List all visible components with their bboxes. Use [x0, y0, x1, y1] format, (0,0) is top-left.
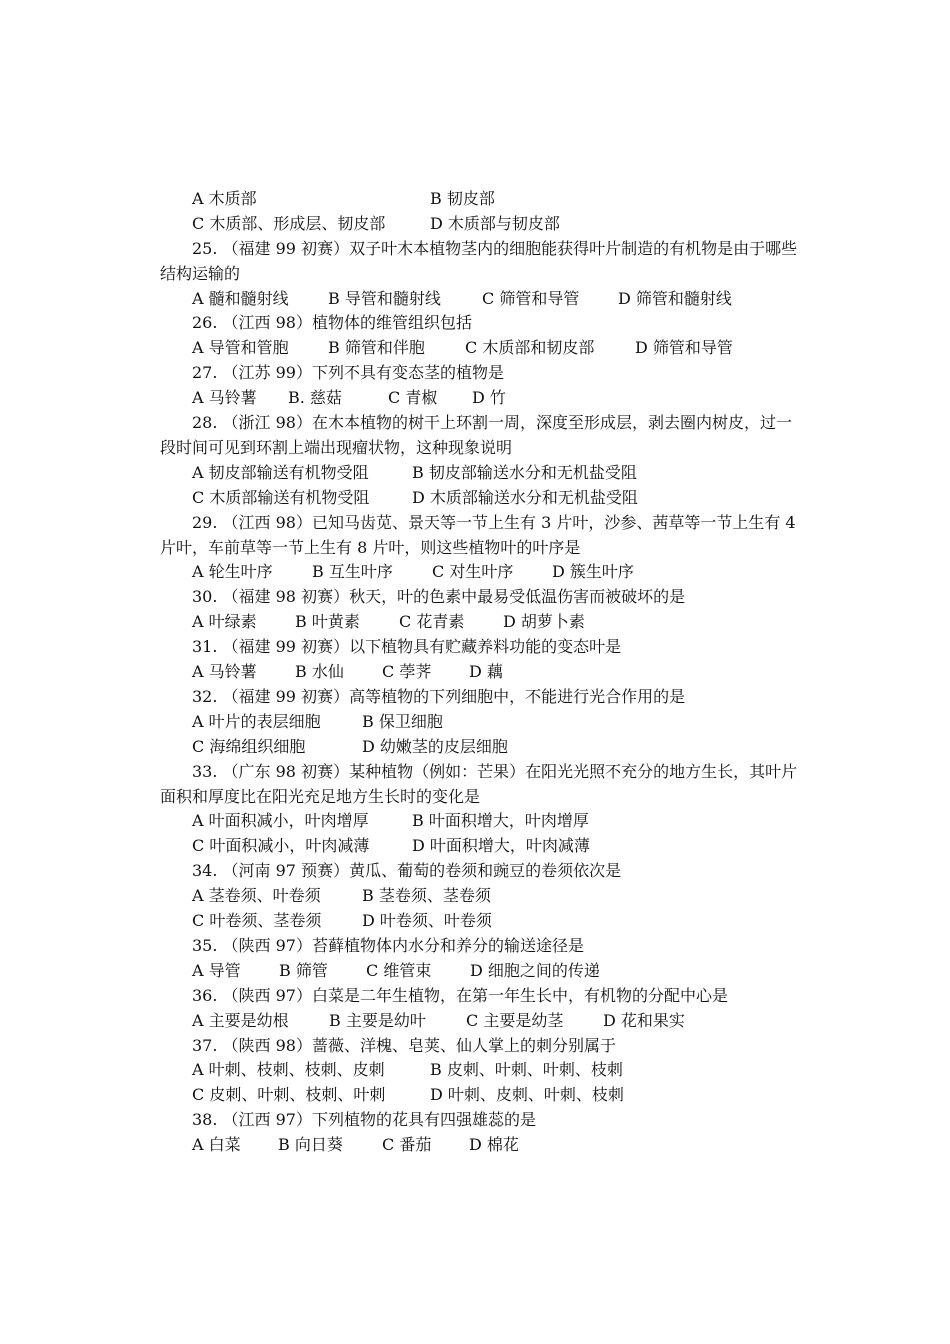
question-list: [160, 187, 800, 1158]
option-row: [160, 610, 800, 635]
answer-option: B 韧皮部输送水分和无机盐受阻: [412, 462, 637, 482]
option-row: [160, 1133, 800, 1158]
answer-option: C 皮刺、叶刺、枝刺、叶刺: [192, 1085, 386, 1105]
question-stem: 26. （江西 98）植物体的维管组织包括: [192, 313, 472, 333]
answer-option: B 筛管和伴胞: [328, 338, 425, 358]
answer-option: A 叶绿素: [192, 612, 257, 632]
question-stem: 28. （浙江 98）在木本植物的树干上环割一周，深度至形成层，剥去圈内树皮，过一段时间可见到环割上端出现瘤状物，这种现象说明: [160, 413, 792, 457]
question-stem: 38. （江西 97）下列植物的花具有四强雄蕊的是: [192, 1110, 536, 1130]
question-stem: 31. （福建 99 初赛）以下植物具有贮藏养料功能的变态叶是: [192, 637, 622, 657]
option-row: [160, 710, 800, 735]
option-row: [160, 187, 800, 212]
answer-option: B 韧皮部: [430, 189, 495, 208]
answer-option: C 花青素: [399, 612, 465, 632]
question-stem: 32. （福建 99 初赛）高等植物的下列细胞中，不能进行光合作用的是: [192, 686, 686, 706]
answer-option: D 藕: [469, 662, 503, 682]
answer-option: A 导管和管胞: [192, 338, 289, 358]
question-stem: 29. （江西 98）已知马齿苋、景天等一节上生有 3 片叶，沙参、茜草等一节上生有 4 片叶，车前草等一节上生有 8 片叶，则这些植物叶的叶序是: [160, 512, 796, 557]
answer-option: D 棉花: [469, 1135, 519, 1155]
answer-option: C 筛管和导管: [482, 288, 580, 308]
question-stem: 33. （广东 98 初赛）某种植物（例如：芒果）在阳光光照不充分的地方生长，其叶片面积和厚度比在阳光充足地方生长时的变化是: [160, 761, 798, 806]
answer-option: A 叶刺、枝刺、枝刺、皮刺: [192, 1060, 385, 1080]
answer-option: D 木质部与韧皮部: [430, 213, 560, 233]
answer-option: D 竹: [472, 388, 506, 408]
answer-option: C 青椒: [388, 388, 438, 408]
answer-option: A 白菜: [192, 1135, 241, 1155]
option-row: [160, 909, 800, 934]
answer-option: A 韧皮部输送有机物受阻: [192, 462, 369, 482]
answer-option: D 幼嫩茎的皮层细胞: [362, 736, 508, 756]
answer-option: D 叶刺、皮刺、叶刺、枝刺: [430, 1085, 624, 1105]
answer-option: D 筛管和导管: [635, 338, 733, 358]
answer-option: B 叶黄素: [295, 612, 360, 632]
option-row: [160, 386, 800, 411]
answer-option: C 番茄: [382, 1135, 432, 1155]
answer-option: A 叶面积减小，叶肉增厚: [192, 811, 369, 831]
question-stem: 34. （河南 97 预赛）黄瓜、葡萄的卷须和豌豆的卷须依次是: [192, 861, 622, 881]
option-row: [160, 959, 800, 984]
answer-option: C 叶面积减小，叶肉减薄: [192, 836, 370, 856]
answer-option: B 水仙: [295, 662, 344, 682]
answer-option: D 花和果实: [603, 1010, 685, 1030]
option-row: [160, 287, 800, 312]
option-row: [160, 486, 800, 511]
answer-option: B 主要是幼叶: [329, 1010, 426, 1030]
option-row: [160, 660, 800, 685]
question-stem: 30. （福建 98 初赛）秋天，叶的色素中最易受低温伤害而被破坏的是: [192, 587, 686, 607]
answer-option: A 木质部: [192, 189, 257, 208]
answer-option: C 木质部和韧皮部: [465, 338, 595, 358]
option-row: [160, 1058, 800, 1083]
question-stem: 35. （陕西 97）苔藓植物体内水分和养分的输送途径是: [192, 935, 584, 955]
answer-option: C 荸荠: [382, 662, 432, 682]
answer-option: D 筛管和髓射线: [618, 288, 732, 308]
answer-option: A 叶片的表层细胞: [192, 711, 321, 731]
option-row: [160, 884, 800, 909]
answer-option: C 主要是幼茎: [466, 1010, 564, 1030]
option-row: [160, 735, 800, 760]
answer-option: A 导管: [192, 960, 241, 980]
answer-option: B 茎卷须、茎卷须: [362, 886, 491, 906]
answer-option: A 髓和髓射线: [192, 288, 289, 308]
answer-option: B. 慈菇: [288, 388, 342, 408]
option-row: [160, 1083, 800, 1108]
answer-option: D 簇生叶序: [552, 562, 634, 582]
question-stem: 25. （福建 99 初赛）双子叶木本植物茎内的细胞能获得叶片制造的有机物是由于哪些结构运输的: [160, 238, 798, 283]
answer-option: B 筛管: [279, 960, 328, 980]
answer-option: D 木质部输送水分和无机盐受阻: [412, 487, 638, 507]
answer-option: C 维管束: [366, 960, 432, 980]
answer-option: D 叶面积增大，叶肉减薄: [412, 836, 590, 856]
answer-option: C 对生叶序: [432, 562, 514, 582]
answer-option: B 皮刺、叶刺、叶刺、枝刺: [430, 1060, 623, 1080]
answer-option: A 马铃薯: [192, 388, 257, 408]
answer-option: A 轮生叶序: [192, 562, 273, 582]
answer-option: C 叶卷须、茎卷须: [192, 911, 322, 931]
answer-option: A 马铃薯: [192, 662, 257, 682]
answer-option: C 木质部输送有机物受阻: [192, 487, 370, 507]
option-row: [160, 834, 800, 859]
answer-option: B 保卫细胞: [362, 711, 443, 731]
question-stem: 36. （陕西 97）白菜是二年生植物，在第一年生长中，有机物的分配中心是: [192, 985, 728, 1005]
answer-option: A 主要是幼根: [192, 1010, 289, 1030]
option-row: [160, 809, 800, 834]
answer-option: B 导管和髓射线: [328, 288, 441, 308]
answer-option: B 互生叶序: [312, 562, 393, 582]
option-row: [160, 1009, 800, 1034]
answer-option: B 叶面积增大，叶肉增厚: [412, 811, 589, 831]
option-row: [160, 560, 800, 585]
answer-option: B 向日葵: [278, 1135, 343, 1155]
option-row: [160, 336, 800, 361]
option-row: [160, 212, 800, 237]
answer-option: A 茎卷须、叶卷须: [192, 886, 321, 906]
answer-option: C 木质部、形成层、韧皮部: [192, 213, 386, 233]
answer-option: D 细胞之间的传递: [470, 960, 600, 980]
option-row: [160, 461, 800, 486]
question-stem: 37. （陕西 98）蔷薇、洋槐、皂荚、仙人掌上的刺分别属于: [192, 1035, 616, 1055]
question-stem: 27. （江苏 99）下列不具有变态茎的植物是: [192, 363, 504, 383]
answer-option: C 海绵组织细胞: [192, 736, 306, 756]
answer-option: D 叶卷须、叶卷须: [362, 911, 492, 931]
answer-option: D 胡萝卜素: [503, 612, 585, 632]
